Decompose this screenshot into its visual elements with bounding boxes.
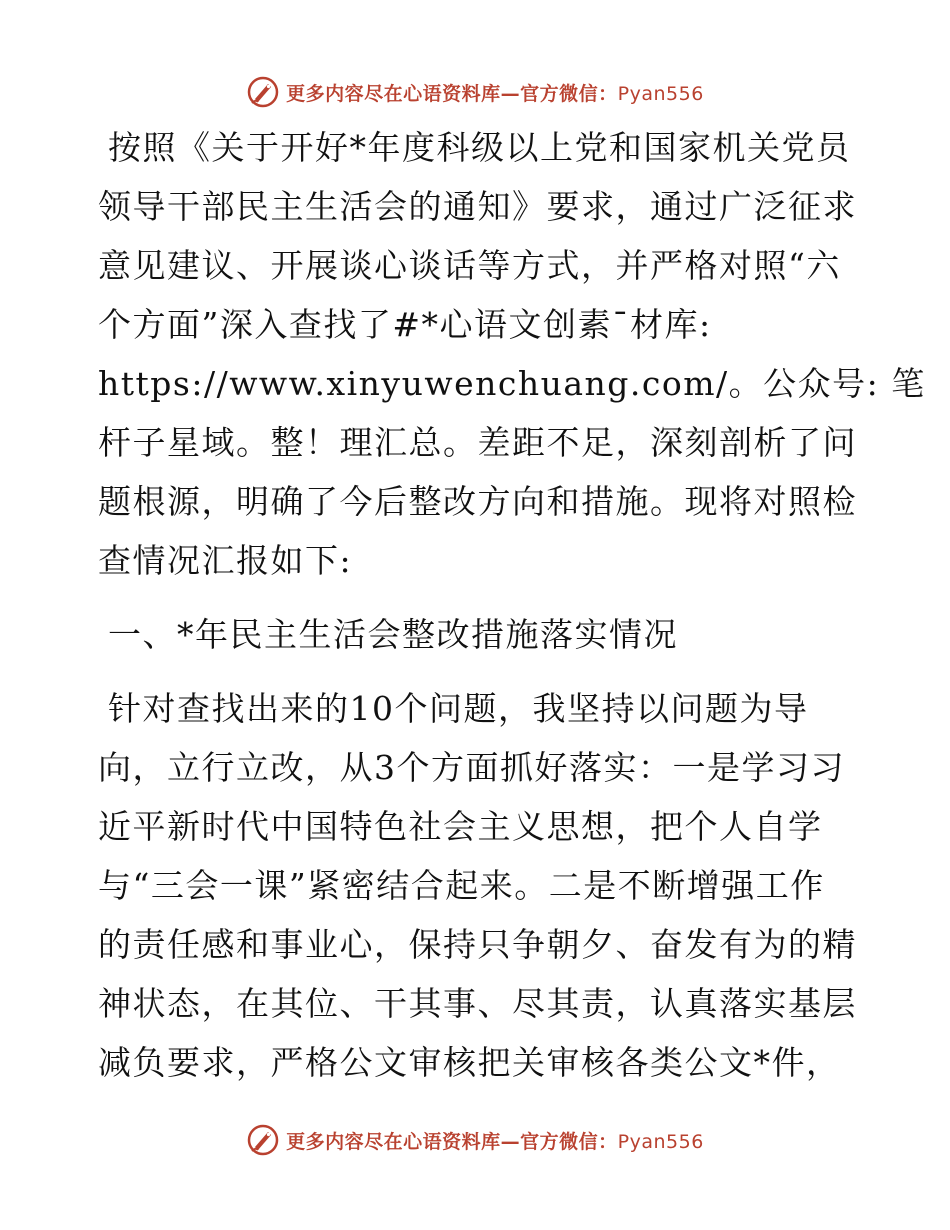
text-line: 与“三会一课”紧密结合起来。二是不断增强工作 (98, 866, 825, 905)
text-line: 的责任感和事业心，保持只争朝夕、奋发有为的精 (98, 925, 857, 964)
text-line: 领导干部民主生活会的通知》要求，通过广泛征求 (98, 187, 857, 226)
header-watermark (0, 72, 950, 112)
text-line: 神状态，在其位、干其事、尽其责，认真落实基层 (98, 984, 857, 1023)
pen-nib-circle-icon (246, 1123, 280, 1157)
text-line: 向，立行立改，从3个方面抓好落实：一是学习习 (98, 748, 845, 787)
pen-nib-circle-icon (246, 75, 280, 109)
section-heading: 一、*年民主生活会整改措施落实情况 (108, 615, 678, 654)
text-line: 题根源，明确了今后整改方向和措施。现将对照检 (98, 482, 857, 521)
text-line: 针对查找出来的10个问题，我坚持以问题为导 (108, 689, 809, 728)
watermark-cn-text: 更多内容尽在心语资料库—官方微信： (286, 82, 618, 105)
text-line: 意见建议、开展谈心谈话等方式，并严格对照“六 (98, 246, 841, 285)
paragraph-intro (98, 118, 926, 590)
watermark-text (286, 1127, 704, 1154)
text-line: 个方面”深入查找了#*心语文创素¯材库: (98, 305, 712, 344)
watermark-text (286, 79, 704, 106)
watermark-wechat-id: Pyan556 (617, 82, 704, 105)
watermark-wechat-id: Pyan556 (617, 1130, 704, 1153)
text-line: https://www.xinyuwenchuang.com/。公众号: 笔 (98, 364, 926, 403)
text-line: 减负要求，严格公文审核把关审核各类公文*件， (98, 1043, 841, 1082)
footer-watermark (0, 1120, 950, 1160)
text-line: 近平新时代中国特色社会主义思想，把个人自学 (98, 807, 823, 846)
watermark-cn-text: 更多内容尽在心语资料库—官方微信： (286, 1130, 618, 1153)
text-line: 查情况汇报如下: (98, 541, 353, 580)
text-line: 杆子星域。整！理汇总。差距不足，深刻剖析了问 (98, 423, 857, 462)
document-body (98, 118, 926, 1092)
paragraph-rectification (98, 679, 857, 1092)
text-line: 按照《关于开好*年度科级以上党和国家机关党员 (108, 128, 851, 167)
